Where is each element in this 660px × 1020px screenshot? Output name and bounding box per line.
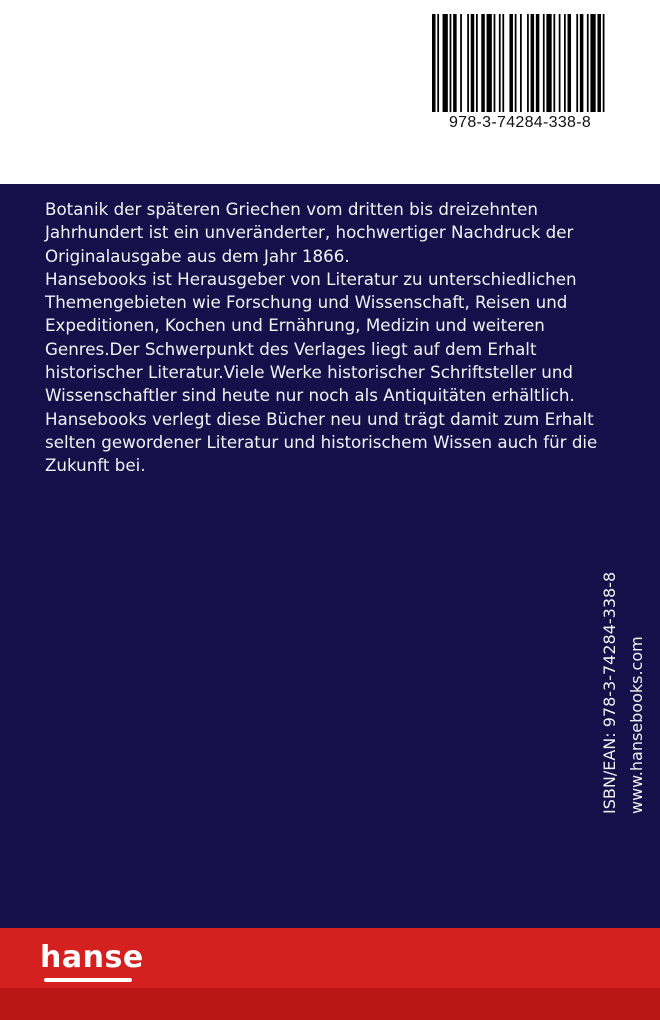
top-strip [0, 0, 660, 184]
vertical-imprint [596, 572, 650, 814]
description-paragraph-1: Botanik der späteren Griechen vom dritten bis dreizehnten Jahrhundert ist ein unveränderter, hochwertiger Nachdruck der Originalausgabe aus dem Jahr 1866. [45, 199, 574, 266]
hanse-logo: hanse [40, 940, 144, 975]
description-paragraph-2: Hansebooks ist Herausgeber von Literatur zu unterschiedlichen Themengebieten wie Forschung und Wissenschaft, Reisen und Expeditionen, Kochen und Ernährung, Medizin und weiteren Genres.Der Schwerpunkt des Verlages liegt auf dem Erhalt historischer Literatur.Viele Werke historischer Schriftsteller und Wissenschaftler sind heute nur noch als Antiquitäten erhältlich. Hansebooks verlegt diese Bücher neu und trägt damit zum Erhalt selten gewordener Literatur und historischem Wissen auch für die Zukunft bei. [45, 268, 598, 476]
footer-shade [0, 988, 660, 1020]
logo-underline [44, 978, 132, 982]
book-description [45, 198, 605, 478]
barcode-bars [432, 14, 608, 112]
back-cover-panel [0, 184, 660, 928]
website-link[interactable]: www.hansebooks.com [627, 636, 646, 814]
isbn-label: ISBN/EAN: 978-3-74284-338-8 [600, 571, 619, 814]
footer-bar [0, 928, 660, 1020]
barcode-digits: 978-3-74284-338-8 [448, 114, 592, 131]
barcode [432, 14, 608, 132]
